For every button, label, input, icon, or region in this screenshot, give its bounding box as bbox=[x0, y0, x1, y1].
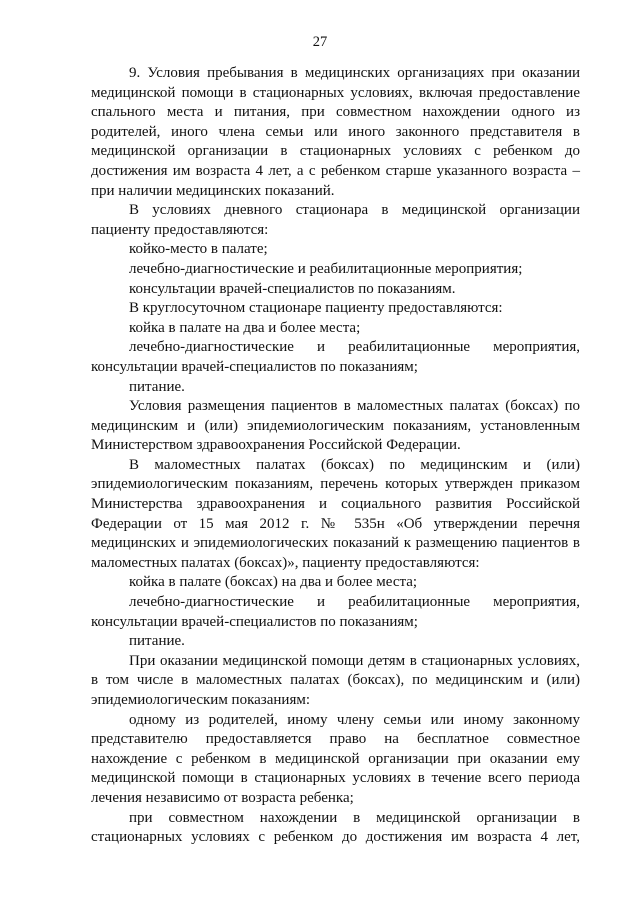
page-number: 27 bbox=[312, 34, 328, 50]
paragraph-small-wards-conditions: Условия размещения пациентов в маломестных палатах (боксах) по медицинским и (или) эпидемиологическим показаниям, установленным Министерством здравоохранения Российской Федерации. bbox=[91, 398, 580, 454]
list-item-consultations: консультации врачей-специалистов по показаниям. bbox=[129, 280, 456, 297]
paragraph-round-the-clock-intro: В круглосуточном стационаре пациенту предоставляются: bbox=[129, 300, 503, 317]
document-body bbox=[91, 64, 580, 848]
paragraph-small-wards-order: В маломестных палатах (боксах) по медицинским и (или) эпидемиологическим показаниям, перечень которых утвержден приказом Министерства здравоохранения и социального развития Российской Федерации от 15 мая 2012 г. № 535н «Об утверждении перечня медицинских и эпидемиологических показаний к размещению пациентов в маломестных палатах (боксах)», пациенту предоставляются: bbox=[91, 456, 580, 571]
paragraph-parent-right: одному из родителей, иному члену семьи или иному законному представителю предоставляется право на бесплатное совместное нахождение с ребенком в медицинской организации при оказании ему медицинской помощи в стационарных условиях в течение всего периода лечения независимо от возраста ребенка; bbox=[91, 711, 580, 806]
list-item-food-2: питание. bbox=[129, 633, 185, 650]
paragraph-joint-stay: при совместном нахождении в медицинской организации в стационарных условиях с ребенком до достижения им возраста 4 лет, bbox=[91, 809, 580, 846]
list-item-food: питание. bbox=[129, 378, 185, 395]
list-item-bed-two-places: койка в палате на два и более места; bbox=[129, 319, 361, 336]
paragraph-children-care: При оказании медицинской помощи детям в стационарных условиях, в том числе в маломестных палатах (боксах), по медицинским и (или) эпидемиологическим показаниям: bbox=[91, 652, 580, 708]
list-item-bed-place: койко-место в палате; bbox=[129, 241, 268, 258]
list-item-bed-boxes: койка в палате (боксах) на два и более места; bbox=[129, 574, 418, 591]
list-item-diagnostic-consultations-2: лечебно-диагностические и реабилитационные мероприятия, консультации врачей-специалистов по показаниям; bbox=[91, 594, 580, 630]
paragraph-day-hospital-intro: В условиях дневного стационара в медицинской организации пациенту предоставляются: bbox=[91, 202, 580, 238]
list-item-diagnostic-consultations: лечебно-диагностические и реабилитационные мероприятия, консультации врачей-специалистов по показаниям; bbox=[91, 339, 580, 375]
list-item-diagnostic-measures: лечебно-диагностические и реабилитационные мероприятия; bbox=[129, 260, 523, 277]
paragraph-item-9: 9. Условия пребывания в медицинских организациях при оказании медицинской помощи в стационарных условиях, включая предоставление спального места и питания, при совместном нахождении одного из родителей, иного члена семьи или иного законного представителя в медицинской организации в стационарных условиях с ребенком до достижения им возраста 4 лет, а с ребенком старше указанного возраста – при наличии медицинских показаний. bbox=[91, 65, 580, 199]
